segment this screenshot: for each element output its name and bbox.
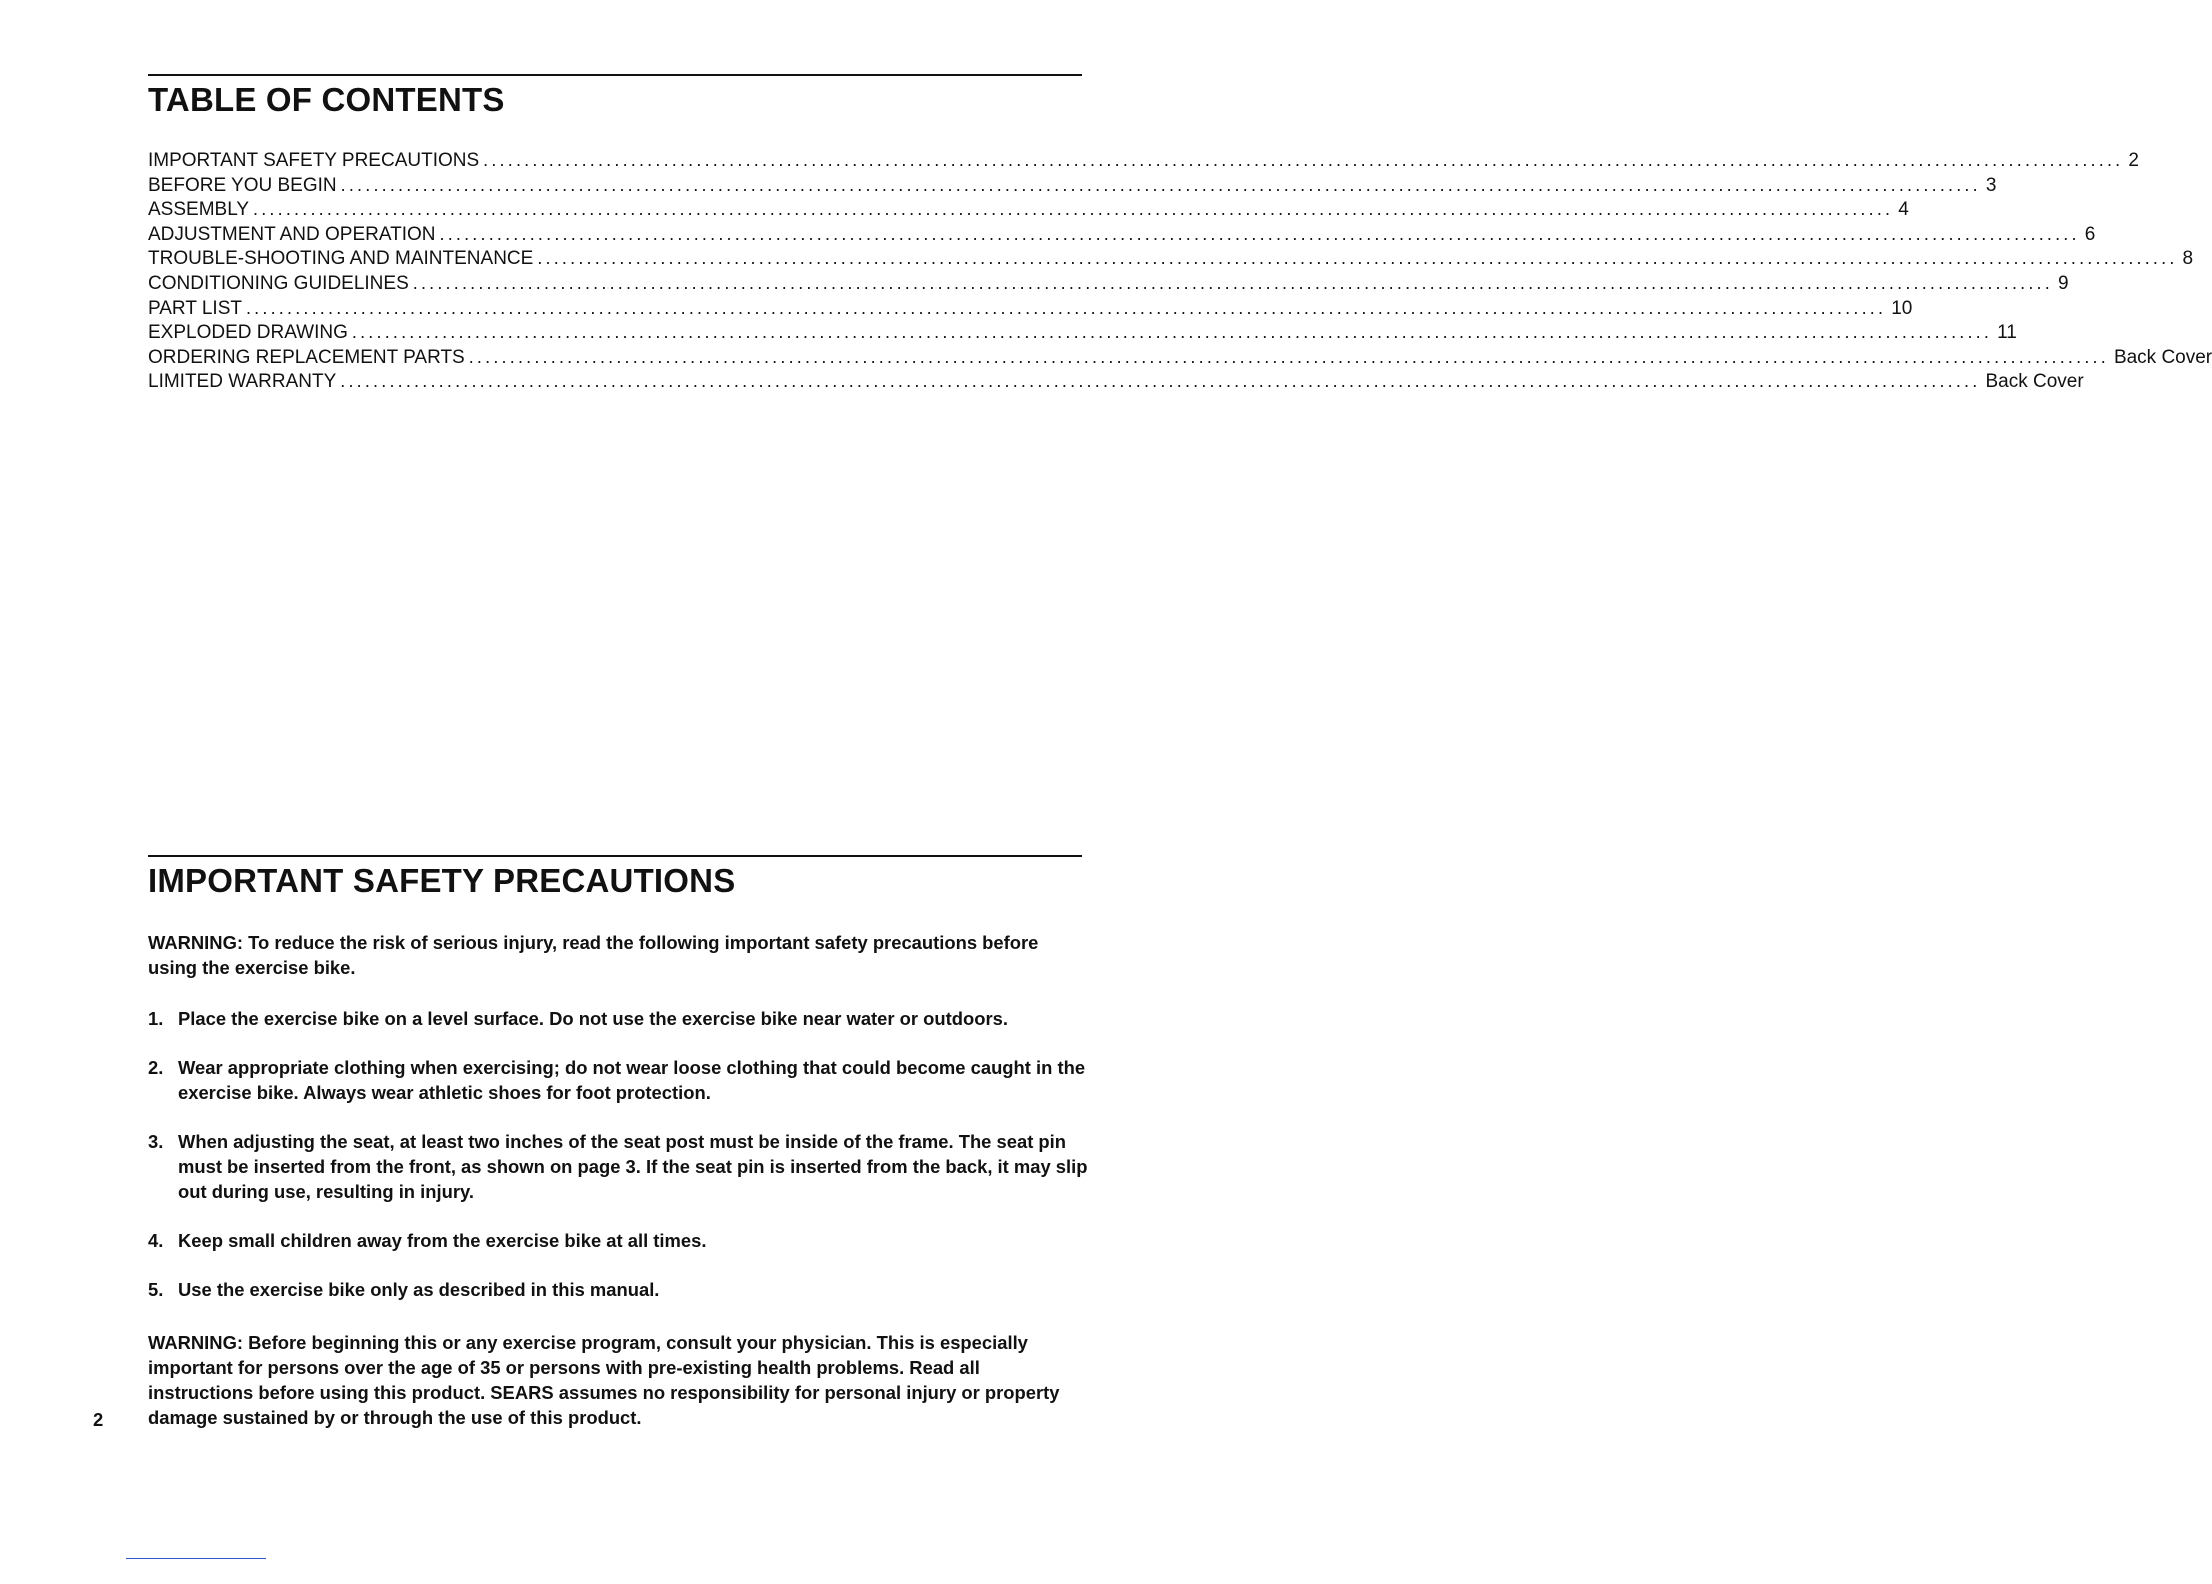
toc-entry-label: ORDERING REPLACEMENT PARTS [148,346,465,368]
toc-top-rule [148,74,1082,76]
precaution-number: 1. [148,1008,164,1029]
toc-entry-label: EXPLODED DRAWING [148,322,348,344]
toc-entry-label: IMPORTANT SAFETY PRECAUTIONS [148,150,480,171]
toc-entry-page: 4 [1898,199,1909,221]
toc-entry-page: Back Cover [2113,346,2212,368]
toc-list [148,148,2212,394]
toc-entry-exploded-drawing[interactable] [148,320,2017,345]
toc-entry-label: PART LIST [148,297,242,319]
toc-entry-label: ADJUSTMENT AND OPERATION [148,223,436,245]
toc-entry-page: Back Cover [1985,371,2084,393]
safety-top-rule [148,855,1082,857]
toc-entry-label: LIMITED WARRANTY [148,371,337,393]
toc-entry-adjustment[interactable] [148,222,2096,247]
toc-leader-dots: ........................................................................................................................................................................................................ [439,223,2080,244]
precaution-item [148,1006,1088,1031]
page-number: 2 [93,1409,104,1430]
toc-entry-safety[interactable] [148,148,2139,173]
toc-entry-page: 3 [1985,174,1997,196]
precaution-text: Wear appropriate clothing when exercising; do not wear loose clothing that could become caught in the exercise bike. Always wear athletic shoes for foot protection. [178,1057,1086,1103]
toc-entry-page: 9 [2057,272,2069,294]
toc-entry-ordering-parts[interactable] [148,345,2212,370]
precaution-number: 5. [148,1279,164,1300]
toc-entry-page: 8 [2182,248,2194,270]
toc-leader-dots: ........................................................................................................................................................................................................ [483,150,2124,170]
toc-leader-dots: ........................................................................................................................................................................................................ [340,371,1981,392]
precaution-item [148,1129,1088,1204]
precaution-text: Use the exercise bike only as described in this manual. [178,1279,660,1300]
precaution-text: When adjusting the seat, at least two inches of the seat post must be inside of the frame. The seat pin must be inserted from the front, as shown on page 3. If the seat pin is inserted from the back, it may slip out during use, resulting in injury. [178,1131,1088,1202]
toc-entry-label: ASSEMBLY [148,199,250,221]
toc-entry-part-list[interactable] [148,296,1913,321]
toc-leader-dots: ........................................................................................................................................................................................................ [245,297,1887,318]
warning-closing: WARNING: Before beginning this or any exercise program, consult your physician. This is especially important for persons over the age of 35 or persons with pre-existing health problems. Read all instructions before using this product. SEARS assumes no responsibility for personal injury or property damage sustained by or through the use of this product. [148,1332,1060,1428]
precaution-list [148,1006,1088,1326]
safety-title: IMPORTANT SAFETY PRECAUTIONS [148,862,736,899]
toc-entry-page: 11 [1997,322,2017,344]
toc-title: TABLE OF CONTENTS [148,81,505,118]
precaution-text: Keep small children away from the exercise bike at all times. [178,1230,707,1251]
toc-leader-dots: ........................................................................................................................................................................................................ [253,199,1894,220]
toc-entry-assembly[interactable] [148,197,1909,222]
toc-entry-label: BEFORE YOU BEGIN [148,174,337,196]
toc-entry-label: CONDITIONING GUIDELINES [148,272,409,294]
toc-entry-page: 6 [2084,223,2096,245]
precaution-text: Place the exercise bike on a level surface. Do not use the exercise bike near water or outdoors. [178,1008,1008,1029]
precaution-item [148,1055,1088,1105]
precaution-item [148,1228,1088,1253]
toc-leader-dots: ........................................................................................................................................................................................................ [351,322,1993,343]
precaution-number: 3. [148,1131,164,1152]
toc-entry-conditioning[interactable] [148,271,2069,296]
toc-leader-dots: ........................................................................................................................................................................................................ [340,174,1981,195]
toc-entry-page: 10 [1891,297,1913,319]
toc-leader-dots: ........................................................................................................................................................................................................ [468,346,2109,367]
precaution-number: 4. [148,1230,164,1251]
precaution-number: 2. [148,1057,164,1078]
footer-line [126,1558,266,1559]
warning-intro: WARNING: To reduce the risk of serious injury, read the following important safety precautions before using the exercise bike. [148,932,1039,978]
toc-entry-limited-warranty[interactable] [148,369,2084,394]
toc-leader-dots: ........................................................................................................................................................................................................ [537,248,2178,269]
toc-entry-before-you-begin[interactable] [148,173,1997,198]
toc-leader-dots: ........................................................................................................................................................................................................ [412,272,2053,293]
toc-entry-troubleshooting[interactable] [148,246,2194,271]
toc-entry-page: 2 [2128,150,2139,171]
toc-entry-label: TROUBLE-SHOOTING AND MAINTENANCE [148,248,534,270]
precaution-item [148,1277,1088,1302]
